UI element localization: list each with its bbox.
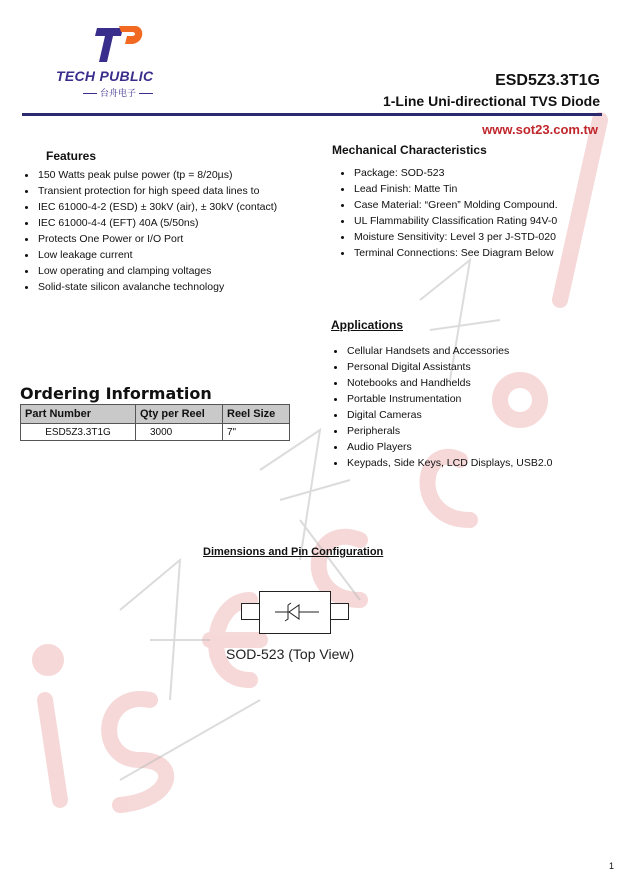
list-item: Lead Finish: Matte Tin — [338, 181, 558, 197]
mechanical-list — [338, 165, 558, 261]
list-item: Notebooks and Handhelds — [331, 375, 552, 391]
brand-name: TECH PUBLIC — [56, 68, 154, 84]
table-cell: 7" — [223, 424, 290, 441]
applications-heading: Applications — [331, 318, 404, 332]
list-item: Cellular Handsets and Accessories — [331, 343, 552, 359]
tech-public-logo-icon — [95, 24, 143, 66]
table-cell: 3000 — [136, 424, 223, 441]
package-view-label: SOD-523 (Top View) — [226, 646, 355, 662]
list-item: Transient protection for high speed data lines to — [22, 183, 277, 199]
header-divider — [22, 113, 602, 116]
column-header: Qty per Reel — [136, 405, 223, 424]
list-item: Digital Cameras — [331, 407, 552, 423]
list-item: Package: SOD-523 — [338, 165, 558, 181]
device-subtitle: 1-Line Uni-directional TVS Diode — [382, 93, 600, 109]
page-number: 1 — [608, 861, 614, 871]
list-item: 150 Watts peak pulse power (tp = 8/20µs) — [22, 167, 277, 183]
list-item: Low operating and clamping voltages — [22, 263, 277, 279]
ordering-table — [20, 404, 290, 441]
features-list — [22, 167, 277, 295]
column-header: Part Number — [21, 405, 136, 424]
list-item: Case Material: “Green” Molding Compound. — [338, 197, 558, 213]
features-heading: Features — [46, 149, 97, 163]
brand-chinese-name: 台舟电子 — [80, 86, 156, 99]
sod523-package-diagram-icon — [241, 589, 351, 637]
list-item: Solid-state silicon avalanche technology — [22, 279, 277, 295]
dimensions-heading: Dimensions and Pin Configuration — [203, 546, 384, 558]
website-link[interactable]: www.sot23.com.tw — [482, 122, 598, 137]
table-row — [21, 424, 290, 441]
list-item: Peripherals — [331, 423, 552, 439]
list-item: IEC 61000-4-4 (EFT) 40A (5/50ns) — [22, 215, 277, 231]
list-item: Terminal Connections: See Diagram Below — [338, 245, 558, 261]
list-item: UL Flammability Classification Rating 94V-0 — [338, 213, 558, 229]
table-cell: ESD5Z3.3T1G — [21, 424, 136, 441]
applications-list — [331, 343, 552, 471]
list-item: Moisture Sensitivity: Level 3 per J-STD-020 — [338, 229, 558, 245]
list-item: Low leakage current — [22, 247, 277, 263]
column-header: Reel Size — [223, 405, 290, 424]
list-item: Protects One Power or I/O Port — [22, 231, 277, 247]
list-item: Audio Players — [331, 439, 552, 455]
list-item: Keypads, Side Keys, LCD Displays, USB2.0 — [331, 455, 552, 471]
list-item: IEC 61000-4-2 (ESD) ± 30kV (air), ± 30kV (contact) — [22, 199, 277, 215]
mechanical-heading: Mechanical Characteristics — [332, 143, 487, 157]
list-item: Portable Instrumentation — [331, 391, 552, 407]
list-item: Personal Digital Assistants — [331, 359, 552, 375]
part-number-title: ESD5Z3.3T1G — [495, 72, 600, 89]
ordering-heading: Ordering Information — [20, 384, 212, 403]
